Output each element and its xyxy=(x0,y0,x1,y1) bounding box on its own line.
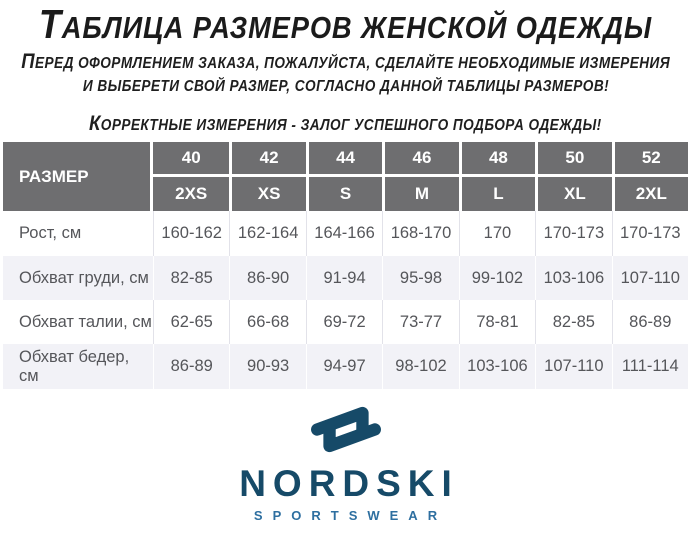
page-title xyxy=(0,1,691,48)
table-cell: 162-164 xyxy=(229,211,305,256)
table-corner-header: РАЗМЕР xyxy=(3,142,153,211)
size-letter-header: XS xyxy=(229,177,305,211)
table-cell: 99-102 xyxy=(459,256,535,300)
table-cell: 107-110 xyxy=(535,344,611,389)
table-cell: 90-93 xyxy=(229,344,305,389)
page-title-text xyxy=(39,1,652,48)
table-cell: 78-81 xyxy=(459,300,535,344)
size-number-header: 48 xyxy=(459,142,535,177)
table-cell: 62-65 xyxy=(153,300,229,344)
brand-tagline: SPORTSWEAR xyxy=(253,507,448,523)
table-cell: 66-68 xyxy=(229,300,305,344)
size-letter-header: XL xyxy=(535,177,611,211)
note-text: ОРРЕКТНЫЕ ИЗМЕРЕНИЯ - ЗАЛОГ УСПЕШНОГО ПОДБОРА ОДЕЖДЫ! xyxy=(100,117,602,134)
table-cell: 170-173 xyxy=(535,211,611,256)
table-cell: 82-85 xyxy=(535,300,611,344)
intro-lead-letter: П xyxy=(21,50,35,73)
table-cell: 170-173 xyxy=(612,211,688,256)
table-cell: 103-106 xyxy=(459,344,535,389)
table-cell: 86-89 xyxy=(612,300,688,344)
note-line xyxy=(0,112,691,136)
size-number-header: 46 xyxy=(382,142,458,177)
table-cell: 107-110 xyxy=(612,256,688,300)
nordski-n-mark-icon xyxy=(310,401,382,458)
table-cell: 82-85 xyxy=(153,256,229,300)
row-label: Обхват бедер, см xyxy=(3,344,153,389)
size-letter-header: 2XS xyxy=(153,177,229,211)
intro-line-1 xyxy=(0,50,691,74)
table-cell: 69-72 xyxy=(306,300,382,344)
size-number-header: 50 xyxy=(535,142,611,177)
table-cell: 95-98 xyxy=(382,256,458,300)
table-cell: 86-90 xyxy=(229,256,305,300)
note-lead-letter: К xyxy=(89,112,101,135)
intro-line-2 xyxy=(0,78,691,96)
size-table xyxy=(3,142,688,389)
table-cell: 91-94 xyxy=(306,256,382,300)
table-cell: 160-162 xyxy=(153,211,229,256)
size-number-header: 42 xyxy=(229,142,305,177)
row-label: Рост, см xyxy=(19,224,82,242)
table-cell: 103-106 xyxy=(535,256,611,300)
title-rest: АБЛИЦА РАЗМЕРОВ ЖЕНСКОЙ ОДЕЖДЫ xyxy=(61,10,653,45)
table-cell: 73-77 xyxy=(382,300,458,344)
size-letter-header: M xyxy=(382,177,458,211)
title-lead-letter: Т xyxy=(38,1,62,47)
size-number-header: 52 xyxy=(612,142,688,177)
row-label: Обхват груди, см xyxy=(3,256,153,300)
size-number-header: 44 xyxy=(306,142,382,177)
brand-name: NORDSKI xyxy=(239,463,459,504)
intro-line2-text: И ВЫБЕРЕТИ СВОЙ РАЗМЕР, СОГЛАСНО ДАННОЙ ТАБЛИЦЫ РАЗМЕРОВ! xyxy=(82,78,609,95)
table-cell: 86-89 xyxy=(153,344,229,389)
size-letter-header: S xyxy=(306,177,382,211)
size-letter-header: 2XL xyxy=(612,177,688,211)
table-cell: 94-97 xyxy=(306,344,382,389)
row-label: Обхват талии, см xyxy=(19,312,152,331)
size-number-header: 40 xyxy=(153,142,229,177)
table-cell: 98-102 xyxy=(382,344,458,389)
table-cell: 164-166 xyxy=(306,211,382,256)
table-cell: 168-170 xyxy=(382,211,458,256)
nordski-logo xyxy=(0,401,691,523)
table-cell: 111-114 xyxy=(612,344,688,389)
table-cell: 170 xyxy=(459,211,535,256)
size-letter-header: L xyxy=(459,177,535,211)
intro-line1-text: ЕРЕД ОФОРМЛЕНИЕМ ЗАКАЗА, ПОЖАЛУЙСТА, СДЕЛАЙТЕ НЕОБХОДИМЫЕ ИЗМЕРЕНИЯ xyxy=(34,55,670,72)
